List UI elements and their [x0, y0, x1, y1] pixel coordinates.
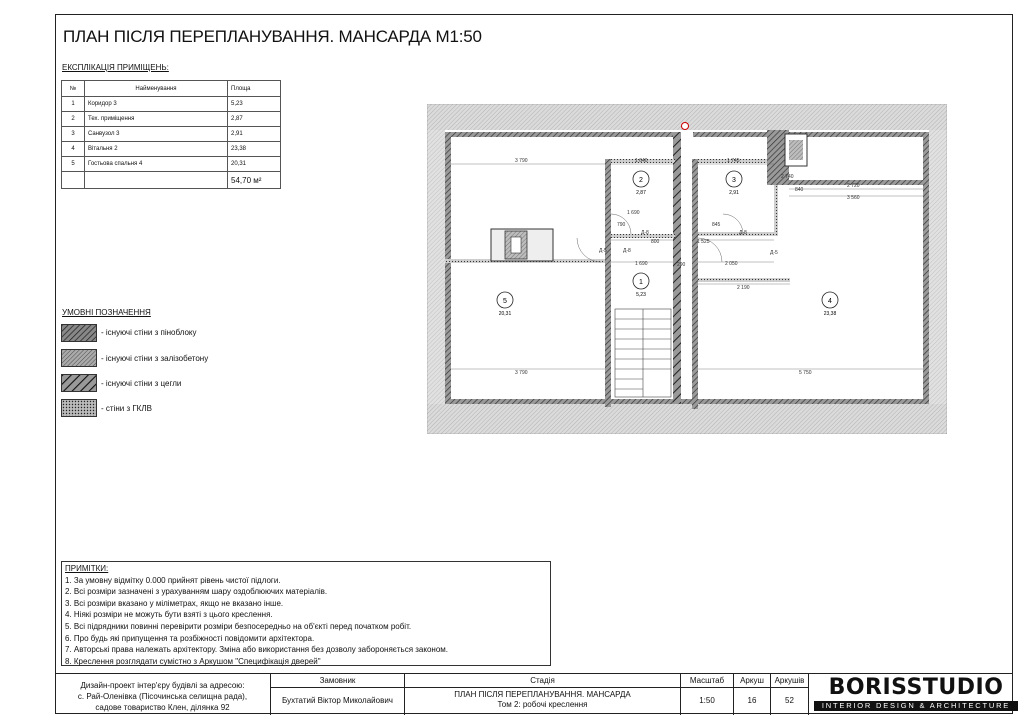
- column-header: Площа: [228, 81, 281, 97]
- dimension-label: 5 750: [799, 370, 812, 376]
- dimension-label: 2 720: [847, 183, 860, 189]
- dimension-label: 790: [617, 222, 626, 228]
- table-row: [62, 97, 281, 112]
- room-number-label: 4: [828, 298, 832, 305]
- door-tag: Д-5: [599, 248, 607, 254]
- room-area-label: 2,91: [729, 190, 739, 196]
- dimension-label: 1 690: [627, 210, 640, 216]
- table-row: [62, 127, 281, 142]
- note-item: 1. За умовну відмітку 0.000 прийнят рівень чистої підлоги.: [65, 575, 281, 585]
- room-name: Тех. приміщення: [85, 112, 228, 127]
- legend-label: - існуючі стіни з залізобетону: [101, 354, 209, 363]
- scale-label: Масштаб: [681, 674, 733, 688]
- stamp-sheets: [770, 674, 808, 715]
- dimension-label: 800: [651, 239, 660, 245]
- customer-name: Бухтатий Віктор Миколайович: [282, 696, 393, 705]
- dimension-label: 845: [712, 222, 721, 228]
- dimension-label: 2 190: [737, 285, 750, 291]
- note-item: 5. Всі підрядники повинні перевірити розміри безпосередньо на об'єкті перед початком робіт.: [65, 621, 412, 631]
- table-header-row: [62, 81, 281, 97]
- customer-label: Замовник: [271, 674, 404, 688]
- stamp-scale: [680, 674, 733, 715]
- dimension-label: 1 525: [697, 239, 710, 245]
- room-area: 2,91: [228, 127, 281, 142]
- room-number: 1: [62, 97, 85, 112]
- logo-wordmark: BORISSTUDIO: [828, 675, 1004, 700]
- room-area-label: 20,31: [498, 311, 512, 317]
- legend-label: - стіни з ГКЛВ: [101, 404, 152, 413]
- legend-heading: УМОВНІ ПОЗНАЧЕННЯ: [62, 308, 151, 317]
- room-name: Гостьова спальня 4: [85, 157, 228, 172]
- sheet-number: 16: [747, 696, 757, 705]
- room-number-label: 3: [732, 177, 736, 184]
- dimension-label: 2 050: [725, 261, 738, 267]
- stage-label: Стадія: [405, 674, 680, 688]
- note-item: 6. Про будь які припущення та розбіжності повідомити архітектора.: [65, 633, 315, 643]
- room-area: 5,23: [228, 97, 281, 112]
- explication-table: [61, 80, 281, 189]
- room-number-label: 1: [639, 279, 643, 286]
- dimension-label: 290: [677, 262, 686, 268]
- legend-label: - існуючі стіни з піноблоку: [101, 328, 197, 337]
- address-line: Дизайн-проект інтер'єру будівлі за адресою:: [80, 681, 245, 690]
- room-number-label: 5: [503, 298, 507, 305]
- room-name: Вітальня 2: [85, 142, 228, 157]
- address-line: садове товариство Клен, ділянка 92: [95, 703, 230, 712]
- dimension-label: 1 745: [727, 158, 740, 164]
- sheet-label: Аркуш: [734, 674, 770, 688]
- sheet-title: ПЛАН ПІСЛЯ ПЕРЕПЛАНУВАННЯ. МАНСАРДА М1:50: [63, 27, 482, 46]
- room-area: 23,38: [228, 142, 281, 157]
- dimension-label: 840: [795, 187, 804, 193]
- note-item: 8. Креслення розглядати сумістно з Аркушом "Специфікація дверей": [65, 656, 321, 666]
- room-area-label: 5,23: [636, 292, 646, 298]
- stage-line: ПЛАН ПІСЛЯ ПЕРЕПЛАНУВАННЯ. МАНСАРДА: [454, 690, 631, 699]
- dimension-label: 2 740: [781, 174, 794, 180]
- notes-box: [61, 561, 551, 666]
- column-header: Найменування: [85, 81, 228, 97]
- stamp-sheet: [733, 674, 770, 715]
- room-area-label: 23,38: [823, 311, 837, 317]
- note-item: 7. Авторські права належать архітектору. Зміна або використання без дозволу забороняється законом.: [65, 645, 448, 655]
- stamp-address: [55, 674, 270, 715]
- room-number: 2: [62, 112, 85, 127]
- table-row: [62, 142, 281, 157]
- table-total-row: [62, 172, 281, 189]
- sheets-total: 52: [785, 696, 794, 705]
- legend-swatch-foam-block: [61, 324, 97, 342]
- table-row: [62, 157, 281, 172]
- room-number-label: 2: [639, 177, 643, 184]
- room-number: 5: [62, 157, 85, 172]
- room-name: Санвузол 3: [85, 127, 228, 142]
- door-tag: Д-8: [739, 230, 747, 236]
- stamp-customer: [270, 674, 404, 715]
- room-number: 3: [62, 127, 85, 142]
- table-row: [62, 112, 281, 127]
- dimension-label: 3 790: [515, 158, 528, 164]
- room-name: Коридор 3: [85, 97, 228, 112]
- stamp-stage: [404, 674, 680, 715]
- note-item: 2. Всі розміри зазначені з урахуванням шару оздоблюючих матеріалів.: [65, 587, 328, 597]
- door-tag: Д-8: [623, 248, 631, 254]
- floor-plan: [427, 104, 947, 434]
- note-item: 3. Всі розміри вказано у міліметрах, якщо не вказано інше.: [65, 598, 284, 608]
- room-number: 4: [62, 142, 85, 157]
- room-area-label: 2,87: [636, 190, 646, 196]
- dimension-label: 1 640: [635, 158, 648, 164]
- room-area: 2,87: [228, 112, 281, 127]
- logo-tagline: INTERIOR DESIGN & ARCHITECTURE: [814, 701, 1018, 711]
- explication-heading: ЕКСПЛІКАЦІЯ ПРИМІЩЕНЬ:: [62, 63, 169, 72]
- room-area: 20,31: [228, 157, 281, 172]
- address-line: с. Рай-Оленівка (Пісочинська селищна рада),: [77, 692, 248, 701]
- dimension-label: 1 690: [635, 261, 648, 267]
- legend-swatch-brick: [61, 374, 97, 392]
- dimension-label: 3 560: [847, 195, 860, 201]
- dimension-label: 3 790: [515, 370, 528, 376]
- notes-heading: ПРИМІТКИ:: [65, 564, 109, 573]
- legend-swatch-gypsum: [61, 399, 97, 417]
- legend-swatch-concrete: [61, 349, 97, 367]
- studio-logo: [814, 676, 1018, 712]
- door-tag: Д-8: [641, 230, 649, 236]
- door-tag: Д-5: [770, 250, 778, 256]
- total-area: 54,70 м²: [228, 172, 281, 189]
- column-header: №: [62, 81, 85, 97]
- stage-line: Том 2: робочі креслення: [497, 700, 588, 709]
- note-item: 4. Ніякі розміри не можуть бути взяті з цього креслення.: [65, 610, 273, 620]
- sheets-label: Аркушів: [771, 674, 808, 688]
- scale-value: 1:50: [699, 696, 715, 705]
- legend-label: - існуючі стіни з цегли: [101, 379, 182, 388]
